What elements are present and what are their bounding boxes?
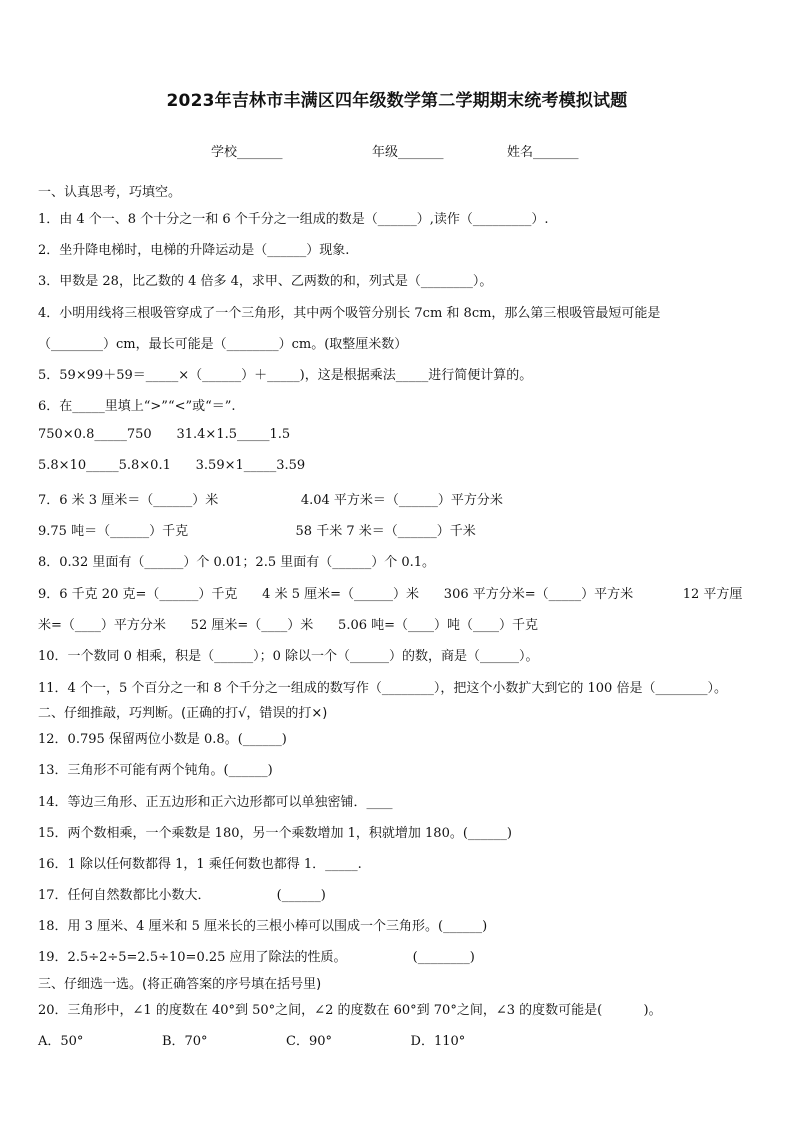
question-3: 3．甲数是 28，比乙数的 4 倍多 4，求甲、乙两数的和，列式是（________）。 [38, 274, 493, 289]
section-heading-3: 三、仔细选一选。(将正确答案的序号填在括号里) [38, 977, 322, 992]
section-heading-2: 二、仔细推敲，巧判断。(正确的打√，错误的打×) [38, 706, 328, 721]
question-4: 4．小明用线将三根吸管穿成了一个三角形，其中两个吸管分别长 7cm 和 8cm，那么第三根吸管最短可能是 [38, 306, 661, 321]
question-18: 18．用 3 厘米、4 厘米和 5 厘米长的三根小棒可以围成一个三角形。(______) [38, 919, 488, 934]
question-7: 7．6 米 3 厘米＝（______）米 4.04 平方米＝（______）平方分米 [38, 493, 503, 508]
question-6-row-2: 5.8×10_____5.8×0.1 3.59×1_____3.59 [38, 458, 306, 473]
question-4-cont: （________）cm，最长可能是（________）cm。(取整厘米数） [38, 337, 408, 352]
question-7-row-2: 9.75 吨＝（______）千克 58 千米 7 米＝（______）千米 [38, 524, 476, 539]
question-14: 14．等边三角形、正五边形和正六边形都可以单独密铺．____ [38, 795, 393, 810]
question-11: 11．4 个一，5 个百分之一和 8 个千分之一组成的数写作（________），把这个小数扩大到它的 100 倍是（________）。 [38, 681, 727, 696]
question-12: 12．0.795 保留两位小数是 0.8。(______) [38, 732, 287, 747]
question-9: 9．6 千克 20 克=（______）千克 4 米 5 厘米=（______）米 306 平方分米=（_____）平方米 12 平方厘 [38, 587, 743, 602]
question-2: 2．坐升降电梯时，电梯的升降运动是（______）现象. [38, 243, 350, 258]
grade-field: 年级_______ [372, 145, 444, 160]
name-field: 姓名_______ [507, 145, 579, 160]
question-19: 19．2.5÷2÷5=2.5÷10=0.25 应用了除法的性质。 (________) [38, 950, 475, 965]
question-9-cont: 米=（____）平方分米 52 厘米=（____）米 5.06 吨=（____）吨（____）千克 [38, 618, 539, 633]
school-field: 学校_______ [211, 145, 283, 160]
question-6: 6．在_____里填上“>”“<”或“＝”. [38, 399, 236, 414]
question-20: 20．三角形中，∠1 的度数在 40°到 50°之间，∠2 的度数在 60°到 70°之间，∠3 的度数可能是( )。 [38, 1003, 662, 1018]
question-8: 8．0.32 里面有（______）个 0.01；2.5 里面有（______）个 0.1。 [38, 555, 436, 570]
question-10: 10．一个数同 0 相乘，积是（______）；0 除以一个（______）的数，商是（______）。 [38, 649, 539, 664]
question-13: 13．三角形不可能有两个钝角。(______) [38, 763, 273, 778]
question-5: 5．59×99＋59＝_____×（______）＋_____)，这是根据乘法_____进行简便计算的。 [38, 368, 533, 383]
question-16: 16．1 除以任何数都得 1，1 乘任何数也都得 1．_____. [38, 857, 362, 872]
question-1: 1．由 4 个一、8 个十分之一和 6 个千分之一组成的数是（______）,读作（_________）. [38, 212, 549, 227]
question-6-row-1: 750×0.8_____750 31.4×1.5_____1.5 [38, 427, 291, 442]
question-15: 15．两个数相乘，一个乘数是 180，另一个乘数增加 1，积就增加 180。(______) [38, 826, 512, 841]
question-17: 17．任何自然数都比小数大． (______) [38, 888, 326, 903]
question-20-options: A．50° B．70° C．90° D．110° [38, 1034, 466, 1049]
page-title: 2023年吉林市丰满区四年级数学第二学期期末统考模拟试题 [166, 91, 628, 111]
section-heading-1: 一、认真思考，巧填空。 [38, 185, 182, 200]
